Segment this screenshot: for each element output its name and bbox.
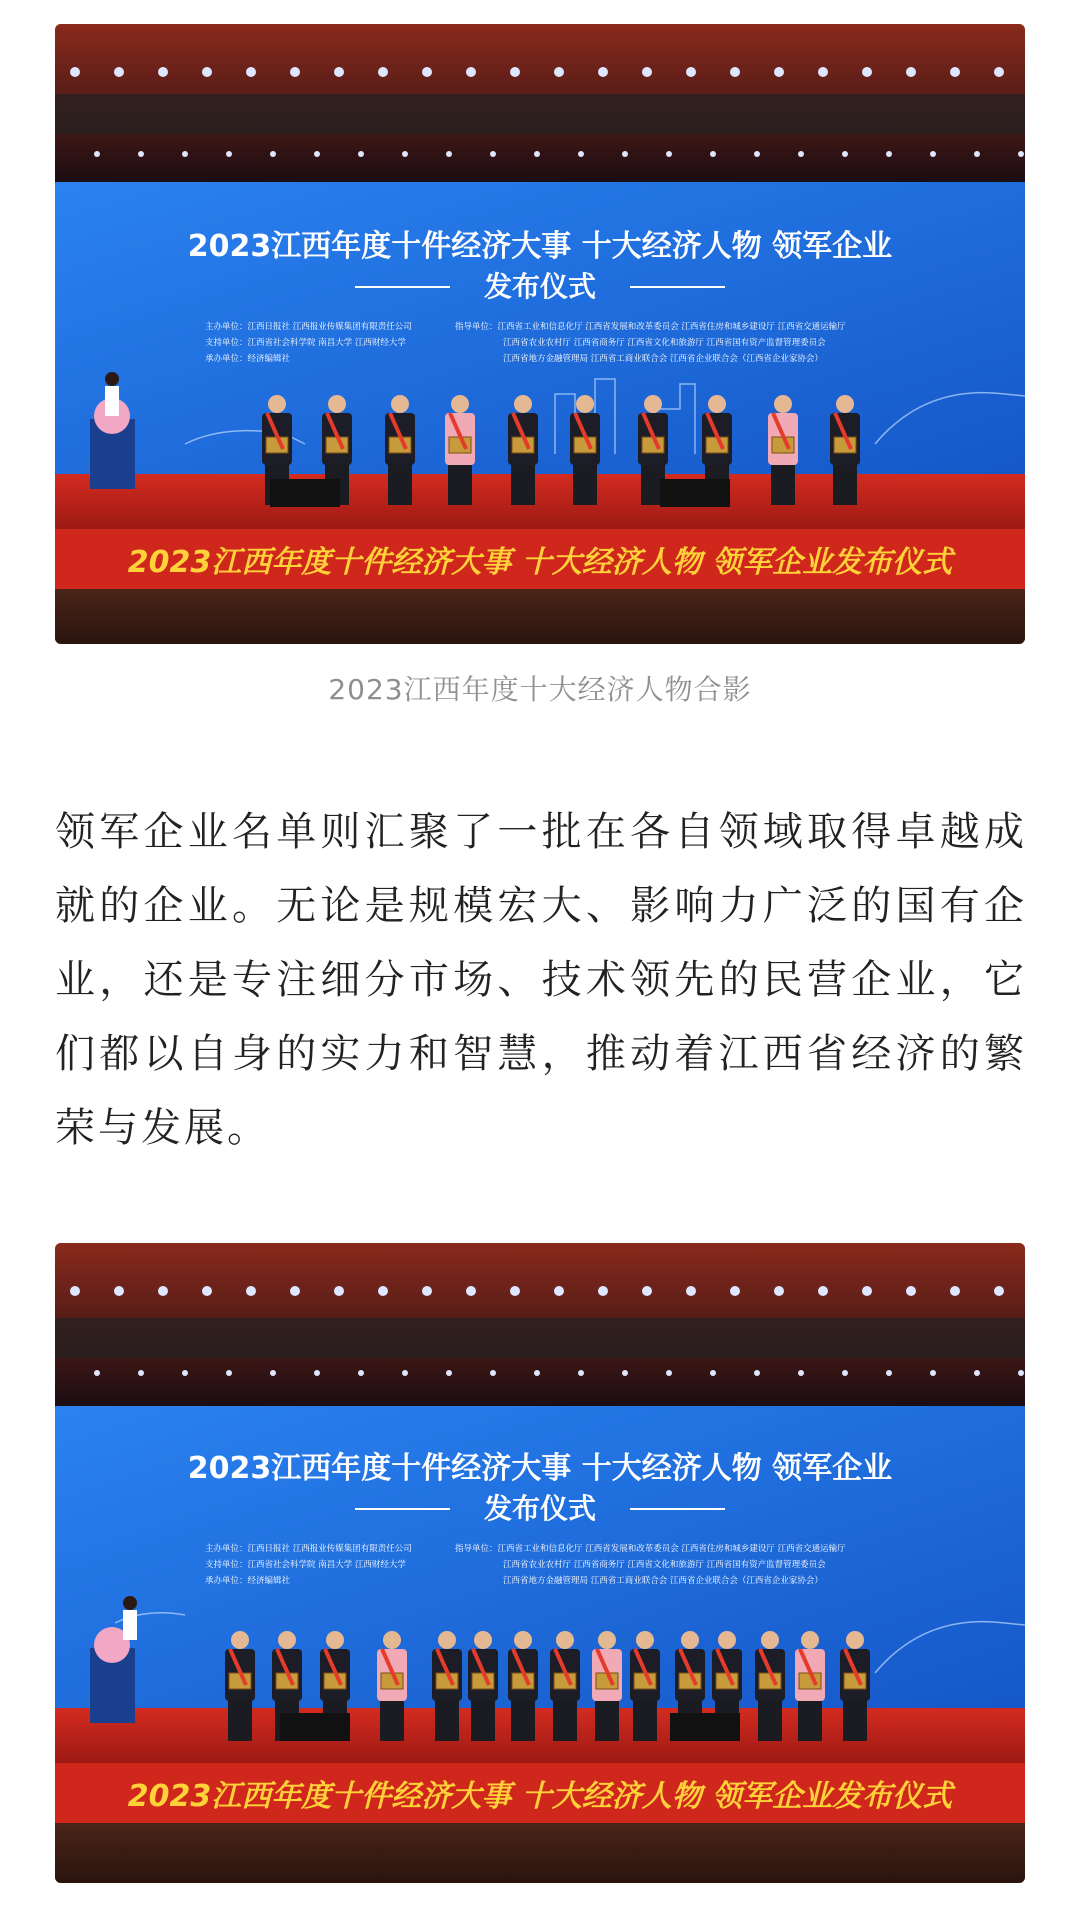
stage-light: [270, 151, 276, 157]
stage-light: [842, 1370, 848, 1376]
stage-light: [422, 67, 432, 77]
stage-light: [1018, 1370, 1024, 1376]
event-photo-1: [55, 24, 1025, 644]
stage-light: [226, 1370, 232, 1376]
stage-light: [974, 1370, 980, 1376]
stage-light: [774, 1286, 784, 1296]
stage-banner: 2023江西年度十件经济大事 十大经济人物 领军企业发布仪式: [127, 545, 953, 580]
stage-light: [358, 1370, 364, 1376]
stage-light: [70, 67, 80, 77]
speaker-left: [270, 479, 340, 507]
stage-light: [798, 151, 804, 157]
stage-light: [710, 151, 716, 157]
stage-light: [466, 1286, 476, 1296]
stage-light: [710, 1370, 716, 1376]
stage-light: [886, 1370, 892, 1376]
stage-light: [466, 67, 476, 77]
stage-light: [666, 1370, 672, 1376]
stage-light: [314, 1370, 320, 1376]
stage-light: [138, 1370, 144, 1376]
stage-light: [94, 1370, 100, 1376]
stage-light: [578, 151, 584, 157]
banner-title-line2: 发布仪式: [483, 270, 597, 303]
stage-light: [642, 1286, 652, 1296]
stage-light: [554, 67, 564, 77]
stage-light: [202, 1286, 212, 1296]
stage-light: [886, 151, 892, 157]
banner-title-line1: 2023江西年度十件经济大事 十大经济人物 领军企业: [187, 1451, 893, 1486]
stage-light: [774, 67, 784, 77]
stage-light: [906, 1286, 916, 1296]
stage-light: [818, 67, 828, 77]
stage-light: [246, 1286, 256, 1296]
sponsor-guide-3: 江西省地方金融管理局 江西省工商业联合会 江西省企业联合会（江西省企业家协会）: [503, 354, 823, 364]
stage-light: [94, 151, 100, 157]
stage-light: [446, 151, 452, 157]
stage-light: [930, 1370, 936, 1376]
sponsor-guide-1: 指导单位：江西省工业和信息化厅 江西省发展和改革委员会 江西省住房和城乡建设厅 江西省交通运输厅: [455, 1544, 846, 1554]
stage-light: [950, 67, 960, 77]
sponsor-host: 主办单位：江西日报社 江西报业传媒集团有限责任公司: [205, 1544, 412, 1554]
stage-light: [510, 1286, 520, 1296]
photo-caption: 2023江西年度十大经济人物合影: [328, 673, 752, 706]
stage-light: [490, 151, 496, 157]
speaker-left: [280, 1713, 350, 1741]
stage-banner: 2023江西年度十件经济大事 十大经济人物 领军企业发布仪式: [127, 1779, 953, 1814]
stage-light: [70, 1286, 80, 1296]
stage-light: [578, 1370, 584, 1376]
stage-light: [422, 1286, 432, 1296]
stage-light: [862, 1286, 872, 1296]
stage-light: [182, 151, 188, 157]
stage-light: [754, 1370, 760, 1376]
stage-light: [994, 1286, 1004, 1296]
stage-light: [818, 1286, 828, 1296]
stage-light: [686, 67, 696, 77]
stage-light: [906, 67, 916, 77]
stage-light: [754, 151, 760, 157]
stage-light: [378, 1286, 388, 1296]
truss: [55, 94, 1025, 134]
stage-light: [994, 67, 1004, 77]
stage-light: [598, 67, 608, 77]
stage-light: [114, 67, 124, 77]
stage-light: [642, 67, 652, 77]
stage-light: [358, 151, 364, 157]
stage-light: [114, 1286, 124, 1296]
stage-light: [158, 67, 168, 77]
stage-light: [930, 151, 936, 157]
stage-light: [730, 1286, 740, 1296]
stage-light: [182, 1370, 188, 1376]
stage-light: [974, 151, 980, 157]
stage-light: [730, 67, 740, 77]
stage-light: [138, 151, 144, 157]
speaker-right: [670, 1713, 740, 1741]
stage-light: [554, 1286, 564, 1296]
stage-light: [202, 67, 212, 77]
carpet: [55, 1823, 1025, 1883]
stage-light: [842, 151, 848, 157]
stage-light: [510, 67, 520, 77]
sponsor-support: 支持单位：江西省社会科学院 南昌大学 江西财经大学: [205, 338, 406, 348]
truss: [55, 1318, 1025, 1358]
carpet: [55, 589, 1025, 644]
sponsor-guide-1: 指导单位：江西省工业和信息化厅 江西省发展和改革委员会 江西省住房和城乡建设厅 江西省交通运输厅: [455, 322, 846, 332]
sponsor-host: 主办单位：江西日报社 江西报业传媒集团有限责任公司: [205, 322, 412, 332]
stage-light: [246, 67, 256, 77]
stage-light: [534, 151, 540, 157]
event-photo-2: [55, 1243, 1025, 1883]
banner-title-line1: 2023江西年度十件经济大事 十大经济人物 领军企业: [187, 229, 893, 264]
article-paragraph: 领军企业名单则汇聚了一批在各自领域取得卓越成就的企业。无论是规模宏大、影响力广泛的国有企业，还是专注细分市场、技术领先的民营企业，它们都以自身的实力和智慧，推动着江西省经济的繁荣与发展。: [55, 809, 1027, 1151]
stage-light: [622, 151, 628, 157]
stage-light: [598, 1286, 608, 1296]
stage-light: [686, 1286, 696, 1296]
stage-light: [446, 1370, 452, 1376]
stage-light: [290, 67, 300, 77]
stage-light: [622, 1370, 628, 1376]
stage-light: [534, 1370, 540, 1376]
sponsor-support: 支持单位：江西省社会科学院 南昌大学 江西财经大学: [205, 1560, 406, 1570]
stage-light: [950, 1286, 960, 1296]
stage-light: [226, 151, 232, 157]
stage-light: [270, 1370, 276, 1376]
stage-light: [490, 1370, 496, 1376]
stage-light: [378, 67, 388, 77]
stage-light: [314, 151, 320, 157]
stage-light: [1018, 151, 1024, 157]
sponsor-guide-3: 江西省地方金融管理局 江西省工商业联合会 江西省企业联合会（江西省企业家协会）: [503, 1576, 823, 1586]
stage-light: [402, 1370, 408, 1376]
stage-light: [402, 151, 408, 157]
stage-light: [290, 1286, 300, 1296]
stage-light: [666, 151, 672, 157]
stage-light: [798, 1370, 804, 1376]
sponsor-organizer: 承办单位：经济编辑社: [205, 1576, 291, 1586]
stage-light: [334, 67, 344, 77]
stage-light: [158, 1286, 168, 1296]
speaker-right: [660, 479, 730, 507]
sponsor-organizer: 承办单位：经济编辑社: [205, 354, 291, 364]
banner-title-line2: 发布仪式: [483, 1492, 597, 1525]
stage-light: [862, 67, 872, 77]
sponsor-guide-2: 江西省农业农村厅 江西省商务厅 江西省文化和旅游厅 江西省国有资产监督管理委员会: [503, 1560, 826, 1570]
sponsor-guide-2: 江西省农业农村厅 江西省商务厅 江西省文化和旅游厅 江西省国有资产监督管理委员会: [503, 338, 826, 348]
stage-light: [334, 1286, 344, 1296]
